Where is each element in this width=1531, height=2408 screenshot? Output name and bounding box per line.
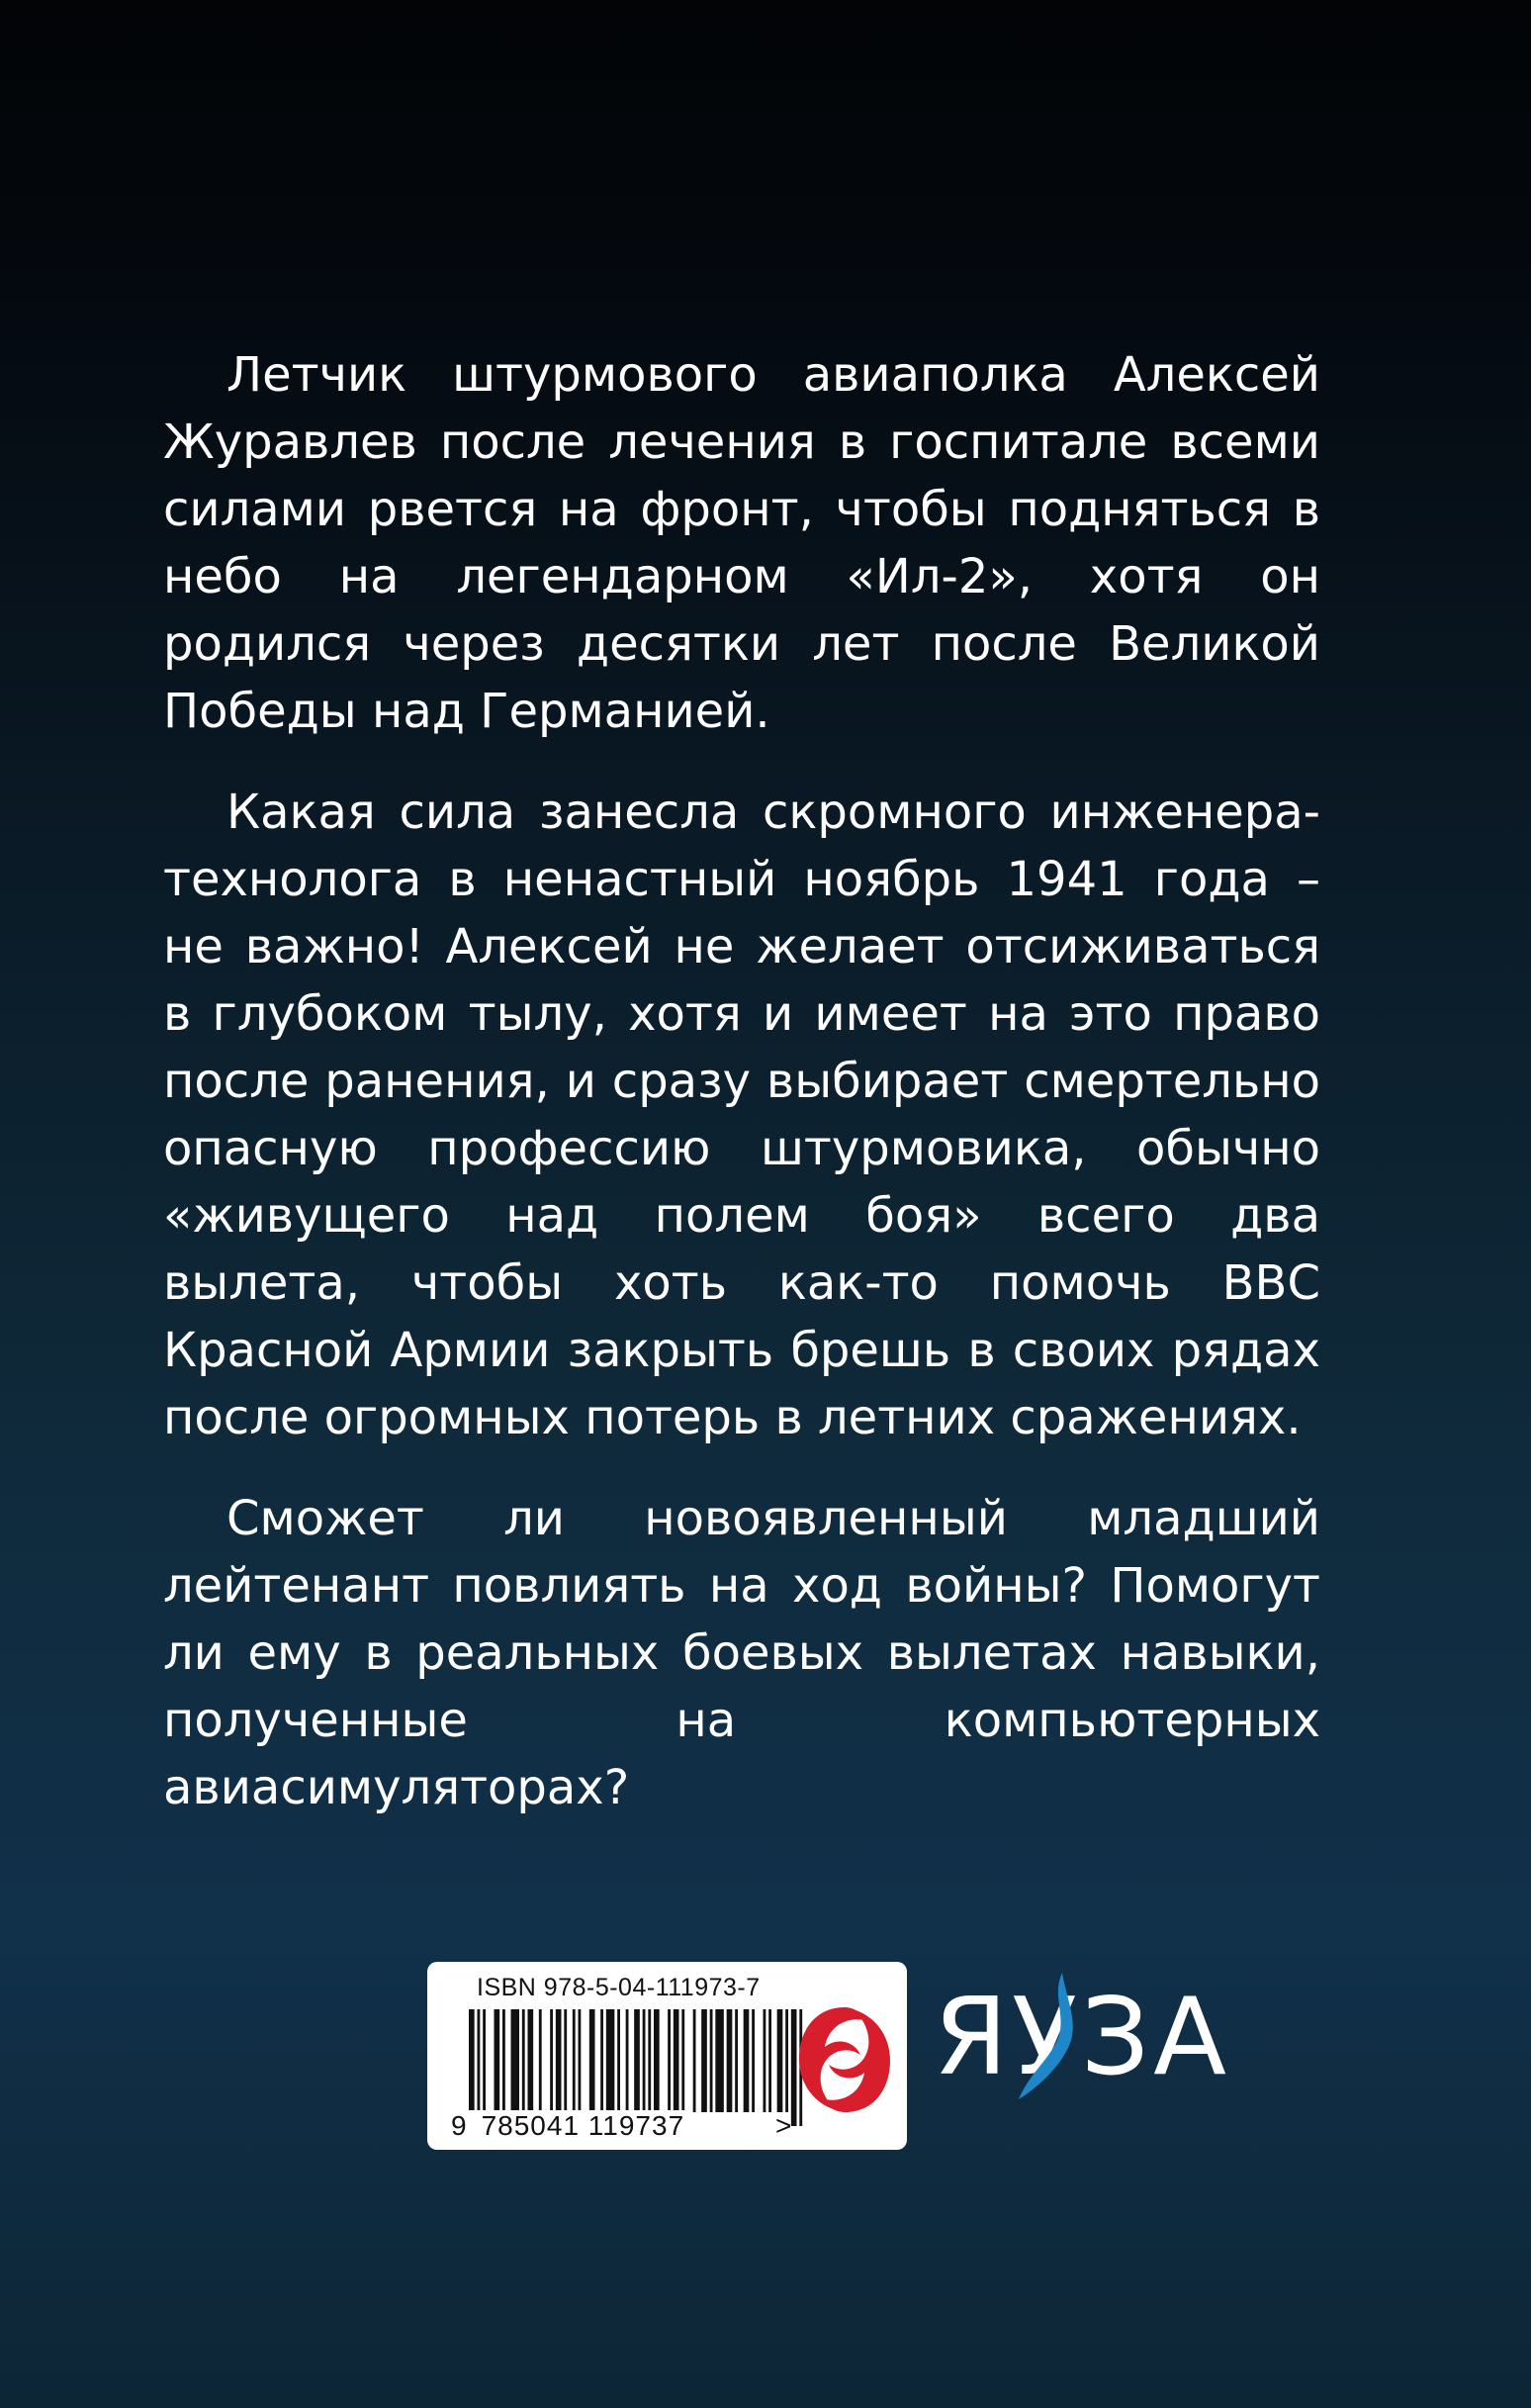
blurb-paragraph-1: Летчик штурмового авиаполка Алексей Журавлев после лечения в госпитале всеми силами рвется на фронт, чтобы подняться в небо на легендарном «Ил-2», хотя он родился через десятки лет после Великой Победы над Германией.: [163, 347, 1320, 739]
barcode-bar: [617, 2009, 620, 2112]
barcode-bar: [478, 2009, 481, 2126]
blurb-text: [163, 341, 1320, 1855]
blurb-paragraph-2: Какая сила занесла скромного инженера-технолога в ненастный ноябрь 1941 года – не важно! Алексей не желает отсиживаться в глубоком тылу, хотя и имеет на это право после ранения, и сразу выбирает смертельно опасную профессию штурмовика, обычно «живущего над полем боя» всего два вылета, чтобы хоть как-то помочь ВВС Красной Армии закрыть брешь в своих рядах после огромных потерь в летних сражениях.: [163, 785, 1320, 1445]
barcode-bar: [727, 2009, 733, 2112]
barcode-bar: [589, 2009, 595, 2112]
barcode-bar: [483, 2009, 486, 2112]
barcode-bar: [785, 2009, 788, 2112]
barcode-bars: [469, 2009, 805, 2126]
barcode-bar: [634, 2009, 640, 2112]
isbn-label: ISBN 978-5-04-111973-7: [477, 1974, 761, 2001]
barcode-bar: [768, 2009, 771, 2112]
barcode-bar: [511, 2009, 520, 2112]
barcode-bar: [648, 2009, 651, 2112]
barcode-bar: [654, 2009, 660, 2112]
barcode-bar: [564, 2009, 567, 2112]
barcode-digits: [449, 2110, 686, 2142]
barcode-bar: [600, 2009, 603, 2112]
barcode-bar: [579, 2009, 582, 2112]
barcode-bar: [701, 2009, 707, 2112]
barcode-bar: [539, 2009, 542, 2112]
isbn-barcode-box: [427, 1962, 907, 2150]
barcode-bar: [573, 2009, 576, 2112]
yauza-logo: [934, 1969, 1230, 2107]
barcode-bar: [495, 2009, 500, 2112]
barcode-bar: [744, 2009, 750, 2112]
barcode-bar: [556, 2009, 562, 2112]
barcode-bar: [502, 2009, 505, 2112]
barcode-bar: [681, 2009, 684, 2112]
barcode-number: 785041 119737: [481, 2110, 685, 2141]
eksmo-swirl-icon: [795, 2001, 894, 2118]
barcode-bar: [626, 2009, 629, 2112]
barcode-bar: [550, 2009, 553, 2112]
barcode-bar: [693, 2009, 696, 2112]
barcode-bar: [643, 2009, 646, 2126]
barcode-bar: [710, 2009, 713, 2112]
barcode-bar: [606, 2009, 615, 2112]
barcode-bar: [735, 2009, 738, 2112]
barcode-bar: [777, 2009, 783, 2112]
barcode-bar: [752, 2009, 755, 2112]
barcode-arrow: >: [775, 2110, 792, 2141]
barcode-bar: [668, 2009, 671, 2112]
barcode-bar: [528, 2009, 534, 2112]
barcode-lead-digit: 9: [451, 2110, 468, 2141]
yauza-logo-text: ЯУЗА: [934, 1976, 1230, 2099]
barcode-bar: [764, 2009, 766, 2112]
barcode-bar: [674, 2009, 679, 2112]
barcode-bar: [469, 2009, 475, 2126]
barcode-bar: [522, 2009, 525, 2112]
blurb-paragraph-3: Сможет ли новоявленный младший лейтенант повлиять на ход войны? Помогут ли ему в реальных боевых вылетах навыки, полученные на компьютерных авиасимуляторах?: [163, 1491, 1320, 1815]
yauza-swoosh-icon: [1011, 1969, 1090, 2107]
barcode-bar: [715, 2009, 724, 2112]
